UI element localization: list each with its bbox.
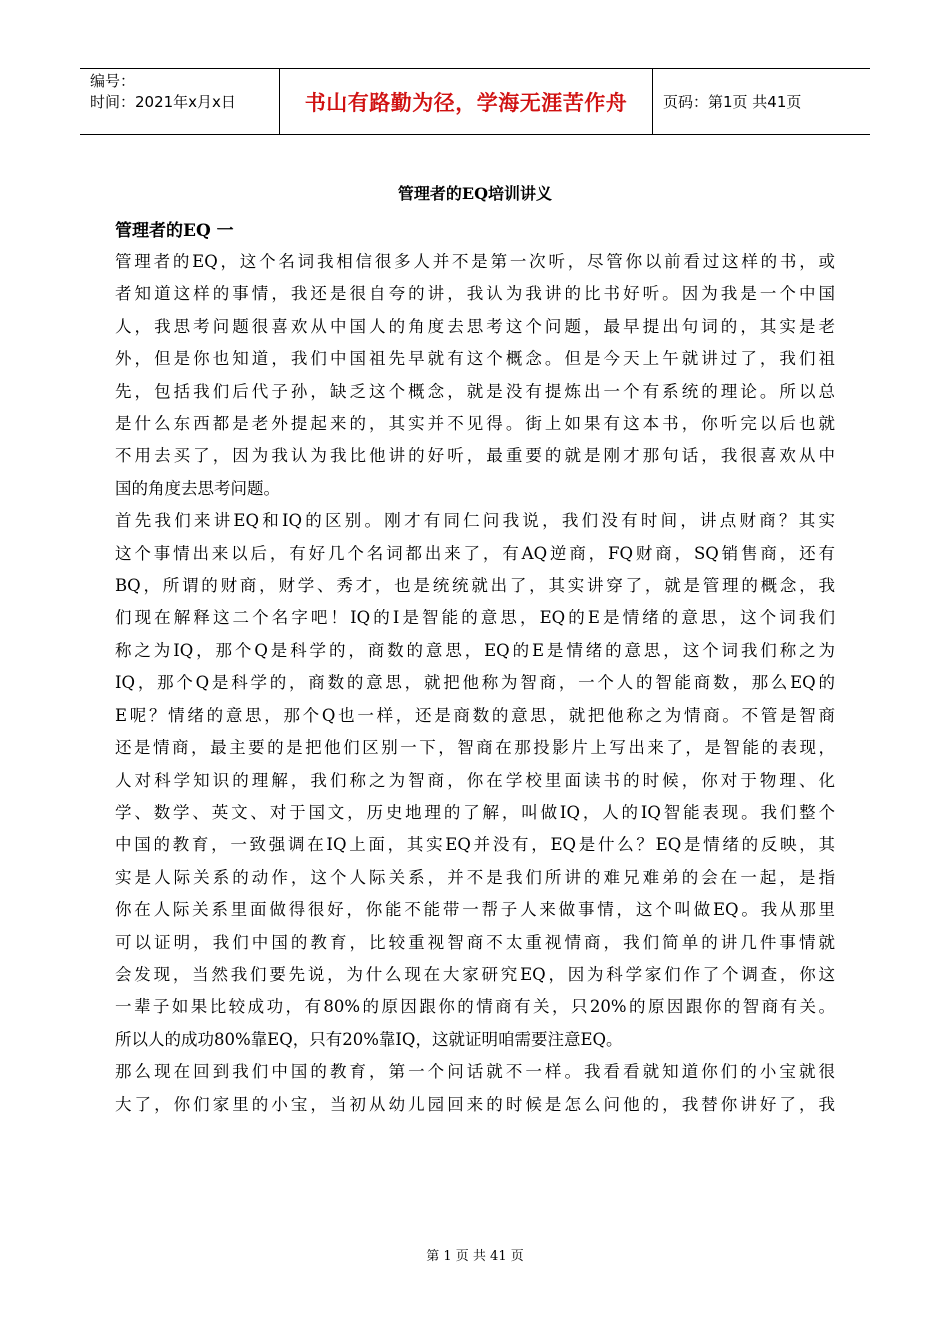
document-body: [115, 246, 835, 1121]
page-info: 页码：第1页 共41页: [663, 93, 802, 111]
text-line: 称之为IQ，那个Q是科学的，商数的意思，EQ的E是情绪的意思，这个词我们称之为: [115, 640, 835, 660]
text-line: 人，我思考问题很喜欢从中国人的角度去思考这个问题，最早提出句词的，其实是老: [115, 316, 835, 336]
text-line: 中国的教育，一致强调在IQ上面，其实EQ并没有，EQ是什么？EQ是情绪的反映，其: [115, 835, 835, 855]
text-line: 还是情商，最主要的是把他们区别一下，智商在那投影片上写出来了，是智能的表现，: [115, 738, 835, 758]
text-line: 所以人的成功80%靠EQ，只有20%靠IQ，这就证明咱需要注意EQ。: [115, 1029, 623, 1049]
text-line: 那么现在回到我们中国的教育，第一个问话就不一样。我看看就知道你们的小宝就很: [115, 1062, 835, 1082]
header-motto-cell: [280, 69, 653, 134]
text-line: 者知道这样的事情，我还是很自夸的讲，我认为我讲的比书好听。因为我是一个中国: [115, 284, 835, 304]
section-heading: 管理者的EQ 一: [115, 221, 234, 241]
header-page-cell: [653, 69, 870, 134]
text-line: 外，但是你也知道，我们中国祖先早就有这个概念。但是今天上午就讲过了，我们祖: [115, 349, 835, 369]
text-line: 是什么东西都是老外提起来的，其实并不见得。街上如果有这本书，你听完以后也就: [115, 414, 835, 434]
text-line: E呢？情绪的意思，那个Q也一样，还是商数的意思，就把他称之为情商。不管是智商: [115, 705, 835, 725]
text-line: BQ，所谓的财商，财学、秀才，也是统统就出了，其实讲穿了，就是管理的概念，我: [115, 576, 835, 596]
text-line: 人对科学知识的理解，我们称之为智商，你在学校里面读书的时候，你对于物理、化: [115, 770, 835, 790]
serial-label: 编号：: [90, 72, 136, 90]
text-line: 会发现，当然我们要先说，为什么现在大家研究EQ，因为科学家们作了个调查，你这: [115, 964, 835, 984]
text-line: 实是人际关系的动作，这个人际关系，并不是我们所讲的难兄难弟的会在一起，是指: [115, 867, 835, 887]
paragraph: [115, 1056, 835, 1121]
paragraph: [115, 505, 835, 1056]
text-line: 不用去买了，因为我认为我比他讲的好听，最重要的就是刚才那句话，我很喜欢从中: [115, 446, 835, 466]
date-label: 时间：2021年x月x日: [90, 93, 236, 111]
text-line: 们现在解释这二个名字吧！IQ的I是智能的意思，EQ的E是情绪的意思，这个词我们: [115, 608, 835, 628]
paragraph: [115, 246, 835, 505]
text-line: 先，包括我们后代子孙，缺乏这个概念，就是没有提炼出一个有系统的理论。所以总: [115, 381, 835, 401]
text-line: 管理者的EQ，这个名词我相信很多人并不是第一次听，尽管你以前看过这样的书，或: [115, 252, 835, 271]
text-line: 你在人际关系里面做得很好，你能不能带一帮子人来做事情，这个叫做EQ。我从那里: [115, 900, 835, 920]
text-line: 这个事情出来以后，有好几个名词都出来了，有AQ逆商，FQ财商，SQ销售商，还有: [115, 543, 835, 563]
page-footer: 第 1 页 共 41 页: [426, 1249, 524, 1264]
text-line: IQ，那个Q是科学的，商数的意思，就把他称为智商，一个人的智能商数，那么EQ的: [115, 673, 835, 693]
header-meta-cell: [80, 69, 280, 134]
text-line: 一辈子如果比较成功，有80%的原因跟你的情商有关，只20%的原因跟你的智商有关。: [115, 997, 835, 1017]
text-line: 大了，你们家里的小宝，当初从幼儿园回来的时候是怎么问他的，我替你讲好了，我: [115, 1094, 835, 1114]
text-line: 学、数学、英文、对于国文，历史地理的了解，叫做IQ，人的IQ智能表现。我们整个: [115, 802, 835, 822]
header-table: [80, 68, 870, 135]
text-line: 可以证明，我们中国的教育，比较重视智商不太重视情商，我们简单的讲几件事情就: [115, 932, 835, 952]
document-title: 管理者的EQ培训讲义: [397, 184, 553, 203]
text-line: 国的角度去思考问题。: [115, 478, 280, 498]
text-line: 首先我们来讲EQ和IQ的区别。刚才有同仁问我说，我们没有时间，讲点财商？其实: [115, 511, 835, 531]
motto-text: 书山有路勤为径，学海无涯苦作舟: [304, 90, 628, 115]
